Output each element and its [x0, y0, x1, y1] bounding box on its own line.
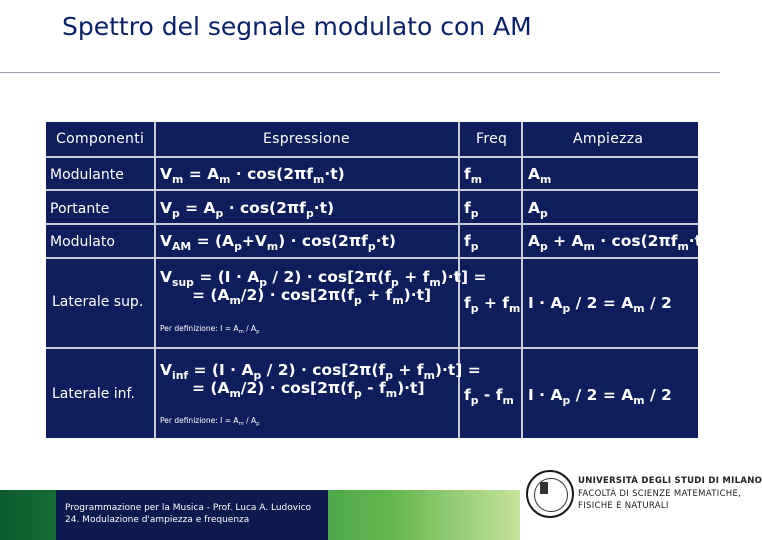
- row-label-modulato: Modulato: [50, 234, 115, 250]
- row-label-modulante: Modulante: [50, 167, 124, 183]
- expression-modulato: $V_{AM} = (A_p+V_m) \cdot \cos(2\pi f_p\cdot t)$: [160, 232, 396, 253]
- header-freq: Freq: [476, 131, 508, 147]
- amplitude-modulato: $A_p + A_m \cdot \cos(2\pi f_m\cdot t)$: [528, 232, 710, 253]
- row-divider: [46, 223, 698, 225]
- freq-modulato: $f_p$: [464, 232, 479, 253]
- spectrum-table: [46, 122, 710, 438]
- university-name: UNIVERSITÀ DEGLI STUDI DI MILANO: [578, 476, 762, 486]
- header-ampiezza: Ampiezza: [573, 131, 644, 147]
- freq-laterale-inf: $f_p - f_m$: [464, 386, 514, 407]
- faculty-name-line1: FACOLTÀ DI SCIENZE MATEMATICHE,: [578, 489, 742, 499]
- note-laterale-sup: Per definizione: $I = A_m / A_p$: [160, 324, 260, 335]
- column-divider: [154, 122, 156, 438]
- row-divider: [46, 156, 698, 158]
- page-title: Spettro del segnale modulato con AM: [62, 12, 532, 41]
- footer-course: Programmazione per la Musica - Prof. Luca A. Ludovico: [65, 503, 312, 513]
- expression-laterale-inf-line1: $V_{inf} = (I \cdot A_p / 2) \cdot \cos[2\pi(f_p + f_m)\cdot t]$ =: [160, 361, 481, 382]
- freq-portante: $f_p$: [464, 199, 479, 220]
- expression-laterale-inf-line2: = $(A_m/2) \cdot \cos[2\pi(f_p - f_m)\cdot t]$: [192, 379, 425, 400]
- amplitude-portante: $A_p$: [528, 199, 548, 220]
- header-espressione: Espressione: [263, 131, 350, 147]
- expression-modulante: $V_m = A_m \cdot \cos(2\pi f_m\cdot t)$: [160, 165, 345, 186]
- amplitude-laterale-inf: $I \cdot A_p / 2 = A_m / 2$: [528, 386, 672, 407]
- expression-laterale-sup-line2: = $(A_m/2) \cdot \cos[2\pi(f_p + f_m)\cdot t]$: [192, 286, 432, 307]
- row-label-portante: Portante: [50, 201, 110, 217]
- row-label-laterale-inf: Laterale inf.: [52, 386, 135, 402]
- expression-laterale-sup-line1: $V_{sup} = (I \cdot A_p / 2) \cdot \cos[2\pi(f_p + f_m)\cdot t]$ =: [160, 268, 487, 289]
- footer-lesson: 24. Modulazione d'ampiezza e frequenza: [65, 515, 250, 525]
- amplitude-laterale-sup: $I \cdot A_p / 2 = A_m / 2$: [528, 294, 672, 315]
- amplitude-modulante: $A_m$: [528, 165, 552, 186]
- note-laterale-inf: Per definizione: $I = A_m / A_p$: [160, 416, 260, 427]
- column-divider: [521, 122, 523, 438]
- row-divider: [46, 257, 698, 259]
- freq-laterale-sup: $f_p + f_m$: [464, 294, 521, 315]
- expression-portante: $V_p = A_p \cdot \cos(2\pi f_p\cdot t)$: [160, 199, 335, 220]
- header-componenti: Componenti: [56, 131, 145, 147]
- row-divider: [46, 347, 698, 349]
- faculty-name-line2: FISICHE E NATURALI: [578, 501, 669, 511]
- freq-modulante: $f_m$: [464, 165, 483, 186]
- university-seal-icon: [526, 470, 574, 518]
- row-label-laterale-sup: Laterale sup.: [52, 294, 144, 310]
- row-divider: [46, 189, 698, 191]
- title-divider: [0, 72, 720, 73]
